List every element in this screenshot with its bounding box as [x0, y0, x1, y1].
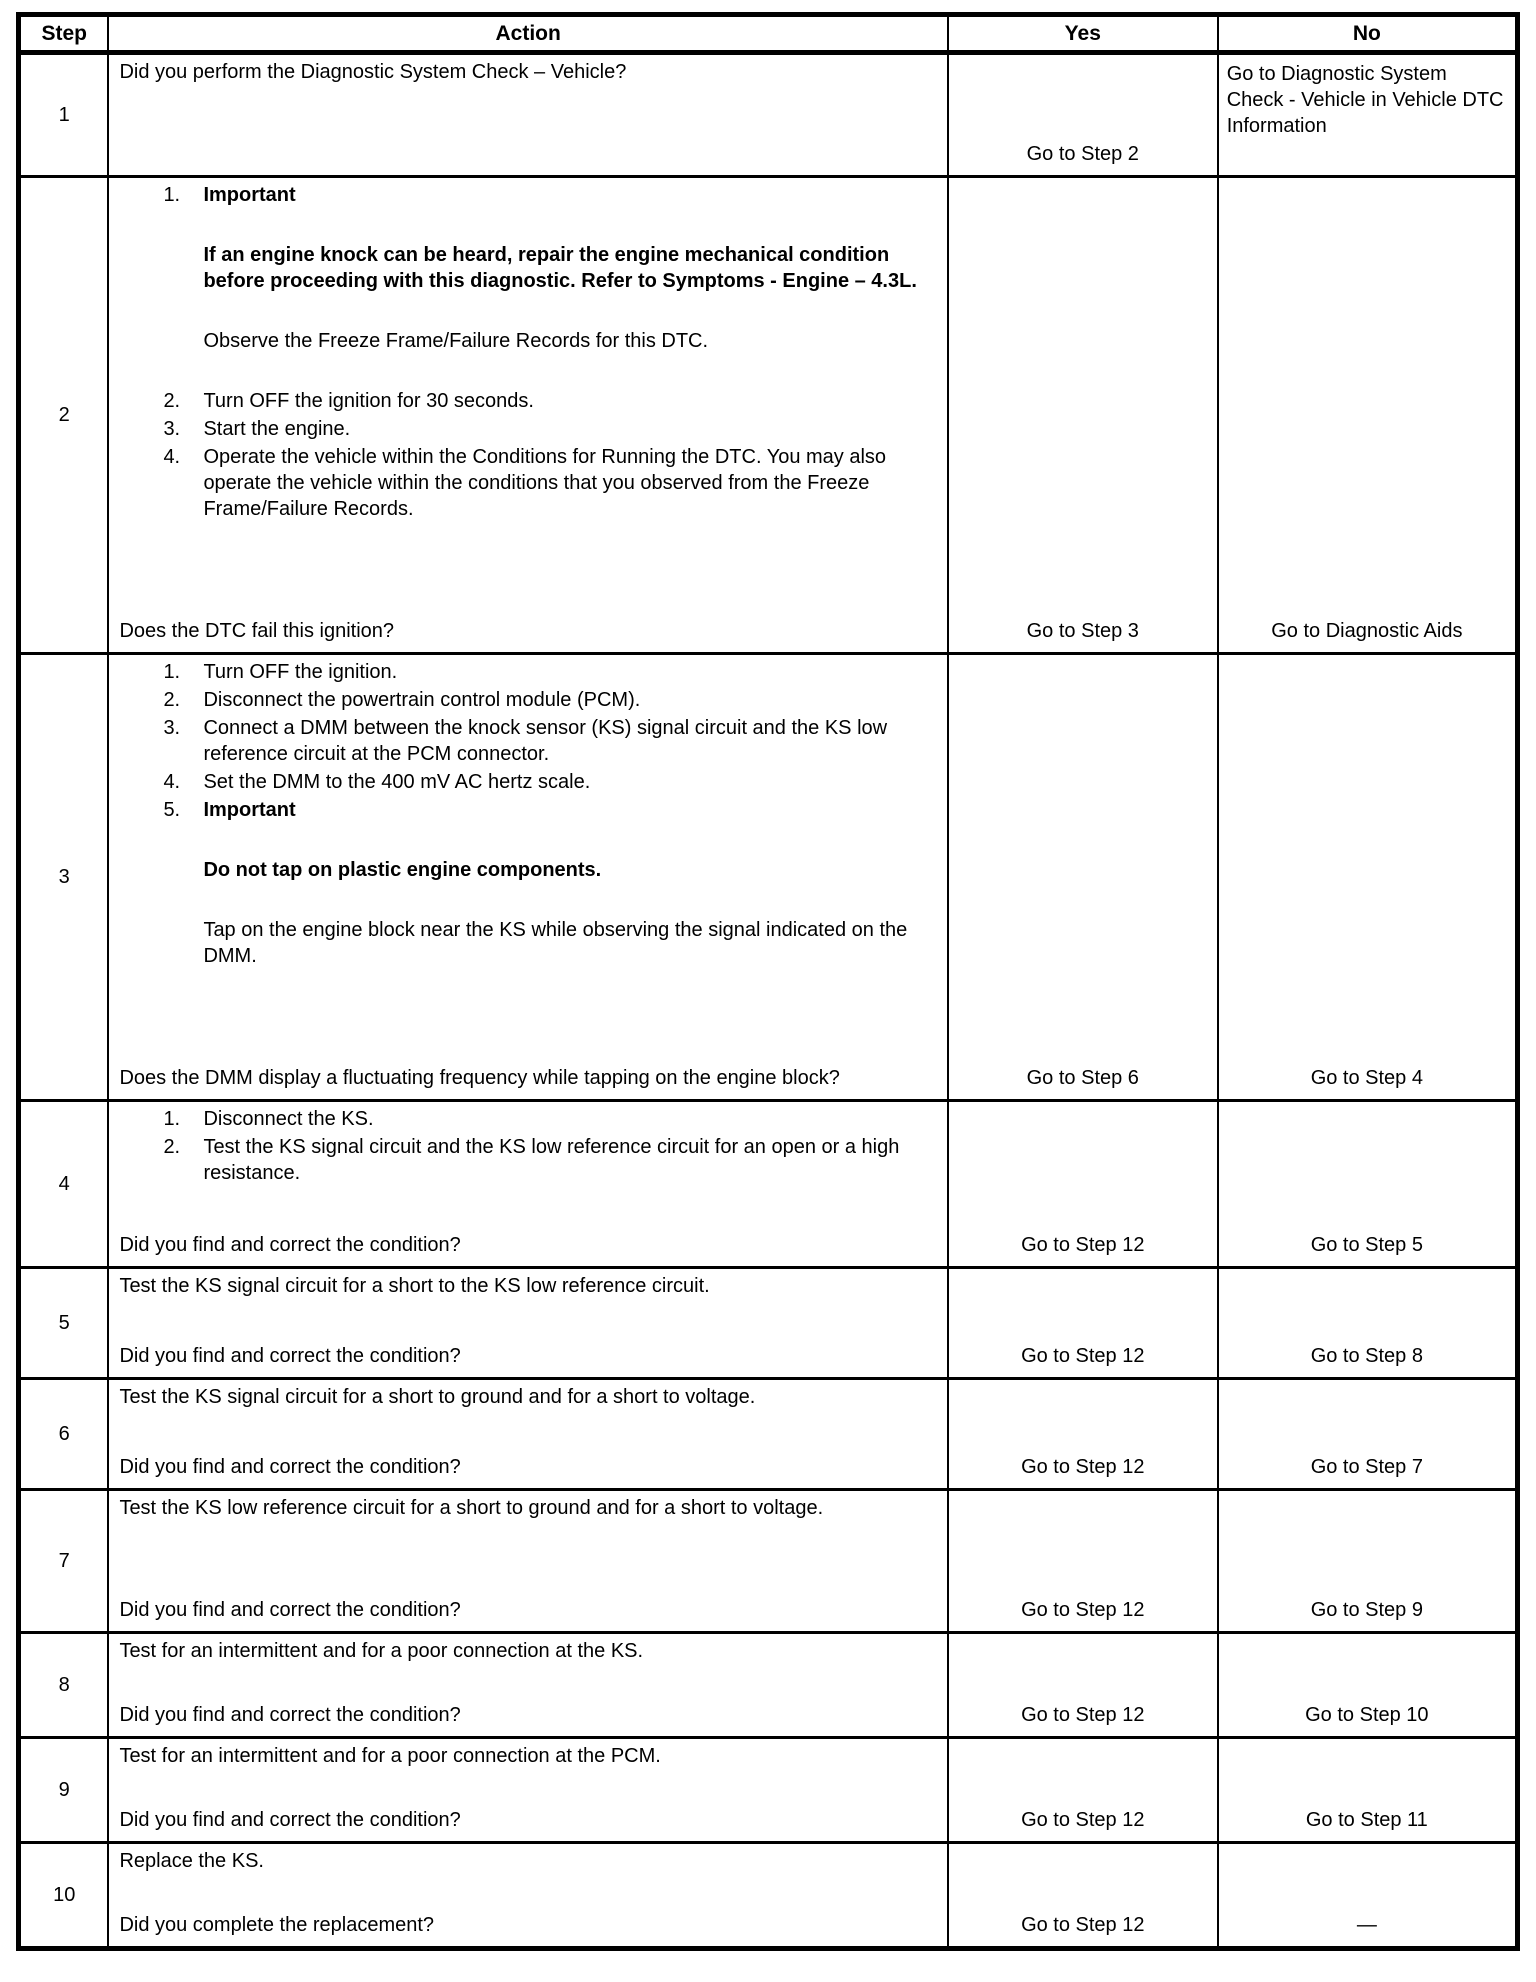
action-list: [119, 659, 936, 1003]
action-cell: [108, 1268, 947, 1379]
table-row: [19, 1490, 1518, 1633]
list-item-number: 2.: [163, 390, 181, 412]
action-question: Did you find and correct the condition?: [119, 1704, 461, 1726]
action-question: Did you find and correct the condition?: [119, 1456, 461, 1478]
table-row: [19, 1738, 1518, 1843]
no-cell: Go to Step 8: [1218, 1268, 1518, 1379]
yes-cell: Go to Step 12: [948, 1738, 1218, 1843]
yes-cell: Go to Step 12: [948, 1490, 1218, 1633]
step-number-cell: 9: [19, 1738, 109, 1843]
action-list-item: [163, 797, 936, 969]
table-body: [19, 53, 1518, 1949]
list-item-text: If an engine knock can be heard, repair the engine mechanical condition before proceeding with this diagnostic. Refer to Symptoms - Engine – 4.3L.: [203, 244, 917, 292]
step-number-cell: 2: [19, 177, 109, 654]
list-item-text: Do not tap on plastic engine components.: [203, 859, 602, 881]
list-item-number: 1.: [163, 1108, 181, 1130]
action-question: Did you find and correct the condition?: [119, 1599, 461, 1621]
action-list-item: [163, 769, 936, 795]
action-content: [119, 1495, 936, 1623]
table-row: [19, 654, 1518, 1101]
list-item-number: 1.: [163, 184, 181, 206]
action-cell: [108, 177, 947, 654]
action-text: Replace the KS.: [119, 1850, 264, 1872]
action-cell: [108, 1738, 947, 1843]
action-question: Did you complete the replacement?: [119, 1914, 435, 1936]
list-item-number: 2.: [163, 689, 181, 711]
step-number-cell: 5: [19, 1268, 109, 1379]
step-number-cell: 4: [19, 1101, 109, 1268]
action-list-item: [163, 687, 936, 713]
list-item-text: Disconnect the KS.: [203, 1108, 374, 1130]
action-content: [119, 1273, 936, 1369]
step-number-cell: 8: [19, 1633, 109, 1738]
list-item-body: [203, 1106, 936, 1132]
list-item-number: 4.: [163, 771, 181, 793]
action-list-item: [163, 444, 936, 522]
table-row: [19, 1843, 1518, 1949]
list-item-body: [203, 416, 936, 442]
list-item-body: [203, 715, 936, 767]
no-cell: Go to Step 9: [1218, 1490, 1518, 1633]
action-content: [119, 59, 936, 167]
list-item-body: [203, 687, 936, 713]
list-item-text: Start the engine.: [203, 418, 351, 440]
column-header-yes: Yes: [948, 15, 1218, 53]
list-item-text: Important: [203, 799, 296, 821]
yes-cell: Go to Step 12: [948, 1843, 1218, 1949]
list-item-number: 4.: [163, 446, 181, 468]
yes-cell: Go to Step 12: [948, 1101, 1218, 1268]
table-row: [19, 1379, 1518, 1490]
list-item-body: [203, 388, 936, 414]
no-cell: Go to Step 5: [1218, 1101, 1518, 1268]
action-content: [119, 1106, 936, 1258]
action-list-item: [163, 388, 936, 414]
step-number-cell: 10: [19, 1843, 109, 1949]
action-list: [119, 182, 936, 522]
action-content: [119, 1384, 936, 1480]
list-item-body: [203, 1134, 936, 1186]
action-question: Does the DMM display a fluctuating frequency while tapping on the engine block?: [119, 1067, 840, 1089]
list-item-body: [203, 444, 936, 522]
action-list-item: [163, 416, 936, 442]
action-text: Did you perform the Diagnostic System Check – Vehicle?: [119, 61, 627, 83]
action-cell: [108, 1843, 947, 1949]
table-row: [19, 1268, 1518, 1379]
yes-cell: Go to Step 6: [948, 654, 1218, 1101]
action-text: Test for an intermittent and for a poor connection at the KS.: [119, 1640, 644, 1662]
list-item-text: Turn OFF the ignition.: [203, 661, 398, 683]
list-item-number: 2.: [163, 1136, 181, 1158]
no-cell: Go to Diagnostic Aids: [1218, 177, 1518, 654]
list-item-text: Tap on the engine block near the KS while observing the signal indicated on the DMM.: [203, 919, 908, 967]
yes-cell: Go to Step 12: [948, 1268, 1218, 1379]
no-cell: Go to Step 7: [1218, 1379, 1518, 1490]
yes-cell: Go to Step 12: [948, 1379, 1218, 1490]
action-cell: [108, 53, 947, 177]
action-list-item: [163, 659, 936, 685]
list-item-body: [203, 797, 936, 969]
list-item-number: 3.: [163, 418, 181, 440]
action-text: Test the KS signal circuit for a short to ground and for a short to voltage.: [119, 1386, 756, 1408]
action-content: [119, 182, 936, 644]
action-content: [119, 1638, 936, 1728]
action-cell: [108, 1379, 947, 1490]
header-row: [19, 15, 1518, 53]
list-item-text: Important: [203, 184, 296, 206]
action-list-item: [163, 182, 936, 354]
step-number-cell: 1: [19, 53, 109, 177]
list-item-number: 5.: [163, 799, 181, 821]
list-item-text: Set the DMM to the 400 mV AC hertz scale.: [203, 771, 591, 793]
action-cell: [108, 1101, 947, 1268]
column-header-action: Action: [108, 15, 947, 53]
list-item-text: Connect a DMM between the knock sensor (KS) signal circuit and the KS low reference circuit at the PCM connector.: [203, 717, 888, 765]
action-list-item: [163, 1106, 936, 1132]
step-number-cell: 6: [19, 1379, 109, 1490]
no-cell: Go to Step 4: [1218, 654, 1518, 1101]
action-text: Test for an intermittent and for a poor connection at the PCM.: [119, 1745, 661, 1767]
diagnostic-step-table: [16, 12, 1520, 1951]
action-question: Did you find and correct the condition?: [119, 1234, 461, 1256]
yes-cell: Go to Step 12: [948, 1633, 1218, 1738]
list-item-body: [203, 659, 936, 685]
action-list-item: [163, 1134, 936, 1186]
table-header: [19, 15, 1518, 53]
list-item-number: 1.: [163, 661, 181, 683]
action-text: Test the KS signal circuit for a short to the KS low reference circuit.: [119, 1275, 710, 1297]
table-row: [19, 53, 1518, 177]
action-content: [119, 659, 936, 1091]
no-cell: Go to Step 11: [1218, 1738, 1518, 1843]
column-header-no: No: [1218, 15, 1518, 53]
action-text: Test the KS low reference circuit for a short to ground and for a short to voltage.: [119, 1497, 824, 1519]
action-content: [119, 1848, 936, 1938]
column-header-step: Step: [19, 15, 109, 53]
action-question: Did you find and correct the condition?: [119, 1345, 461, 1367]
no-cell: Go to Diagnostic System Check - Vehicle in Vehicle DTC Information: [1218, 53, 1518, 177]
list-item-text: Test the KS signal circuit and the KS low reference circuit for an open or a high resistance.: [203, 1136, 900, 1184]
list-item-text: Disconnect the powertrain control module (PCM).: [203, 689, 641, 711]
list-item-body: [203, 769, 936, 795]
yes-cell: Go to Step 3: [948, 177, 1218, 654]
table-row: [19, 177, 1518, 654]
list-item-text: Observe the Freeze Frame/Failure Records for this DTC.: [203, 330, 709, 352]
action-cell: [108, 1633, 947, 1738]
action-cell: [108, 1490, 947, 1633]
action-question: Does the DTC fail this ignition?: [119, 620, 395, 642]
no-cell: —: [1218, 1843, 1518, 1949]
action-list: [119, 1106, 936, 1186]
action-cell: [108, 654, 947, 1101]
yes-cell: Go to Step 2: [948, 53, 1218, 177]
list-item-text: Operate the vehicle within the Conditions for Running the DTC. You may also operate the vehicle within the conditions that you observed from the Freeze Frame/Failure Records.: [203, 446, 887, 520]
table-row: [19, 1101, 1518, 1268]
no-cell: Go to Step 10: [1218, 1633, 1518, 1738]
table-row: [19, 1633, 1518, 1738]
step-number-cell: 7: [19, 1490, 109, 1633]
action-list-item: [163, 715, 936, 767]
list-item-number: 3.: [163, 717, 181, 739]
action-content: [119, 1743, 936, 1833]
action-question: Did you find and correct the condition?: [119, 1809, 461, 1831]
list-item-body: [203, 182, 936, 354]
list-item-text: Turn OFF the ignition for 30 seconds.: [203, 390, 534, 412]
step-number-cell: 3: [19, 654, 109, 1101]
